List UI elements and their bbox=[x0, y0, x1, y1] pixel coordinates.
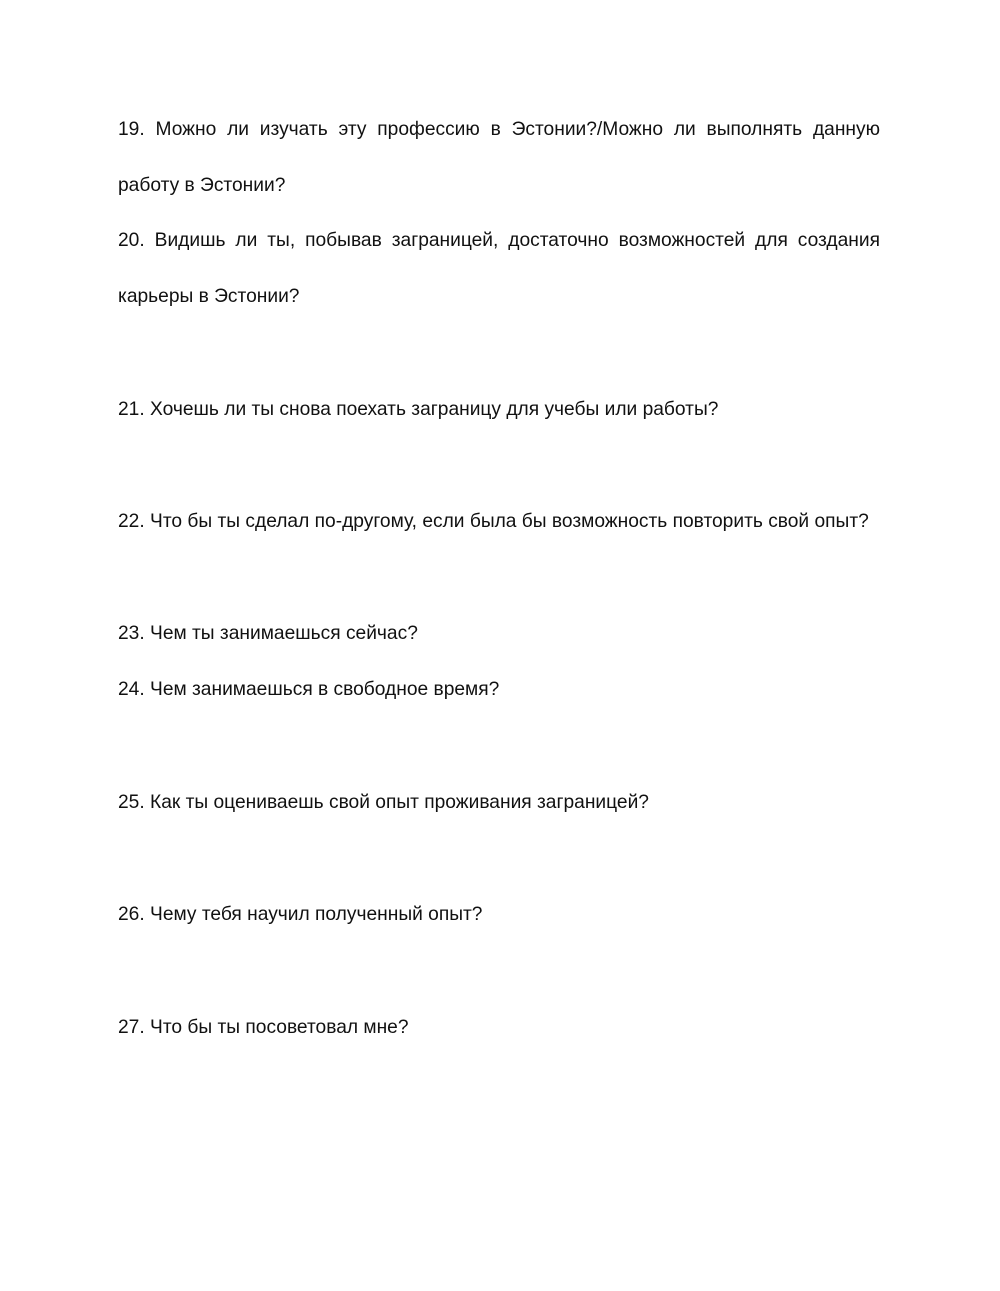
question-number: 21. bbox=[118, 399, 145, 420]
question-number: 26. bbox=[118, 904, 145, 925]
question-20 bbox=[118, 213, 880, 325]
question-26 bbox=[118, 887, 880, 943]
question-25 bbox=[118, 775, 880, 831]
question-text: Чем занимаешься в свободное время? bbox=[150, 679, 500, 700]
question-number: 27. bbox=[118, 1017, 145, 1038]
question-text: Хочешь ли ты снова поехать заграницу для учебы или работы? bbox=[150, 399, 719, 420]
question-24 bbox=[118, 662, 880, 718]
question-text: Можно ли изучать эту профессию в Эстонии?/Можно ли выполнять данную работу в Эстонии? bbox=[118, 119, 880, 196]
question-text: Чему тебя научил полученный опыт? bbox=[150, 904, 483, 925]
question-text: Видишь ли ты, побывав заграницей, достаточно возможностей для создания карьеры в Эстонии? bbox=[118, 230, 880, 307]
question-23 bbox=[118, 606, 880, 662]
question-27 bbox=[118, 1000, 880, 1056]
question-22 bbox=[118, 494, 880, 550]
question-number: 23. bbox=[118, 623, 145, 644]
question-19 bbox=[118, 102, 880, 214]
question-number: 19. bbox=[118, 119, 145, 140]
question-number: 22. bbox=[118, 511, 145, 532]
question-text: Что бы ты сделал по-другому, если была бы возможность повторить свой опыт? bbox=[150, 511, 869, 532]
question-21 bbox=[118, 382, 880, 438]
question-text: Как ты оцениваешь свой опыт проживания заграницей? bbox=[150, 792, 649, 813]
question-number: 25. bbox=[118, 792, 145, 813]
question-text: Чем ты занимаешься сейчас? bbox=[150, 623, 418, 644]
question-number: 24. bbox=[118, 679, 145, 700]
question-text: Что бы ты посоветовал мне? bbox=[150, 1017, 409, 1038]
question-number: 20. bbox=[118, 230, 145, 251]
